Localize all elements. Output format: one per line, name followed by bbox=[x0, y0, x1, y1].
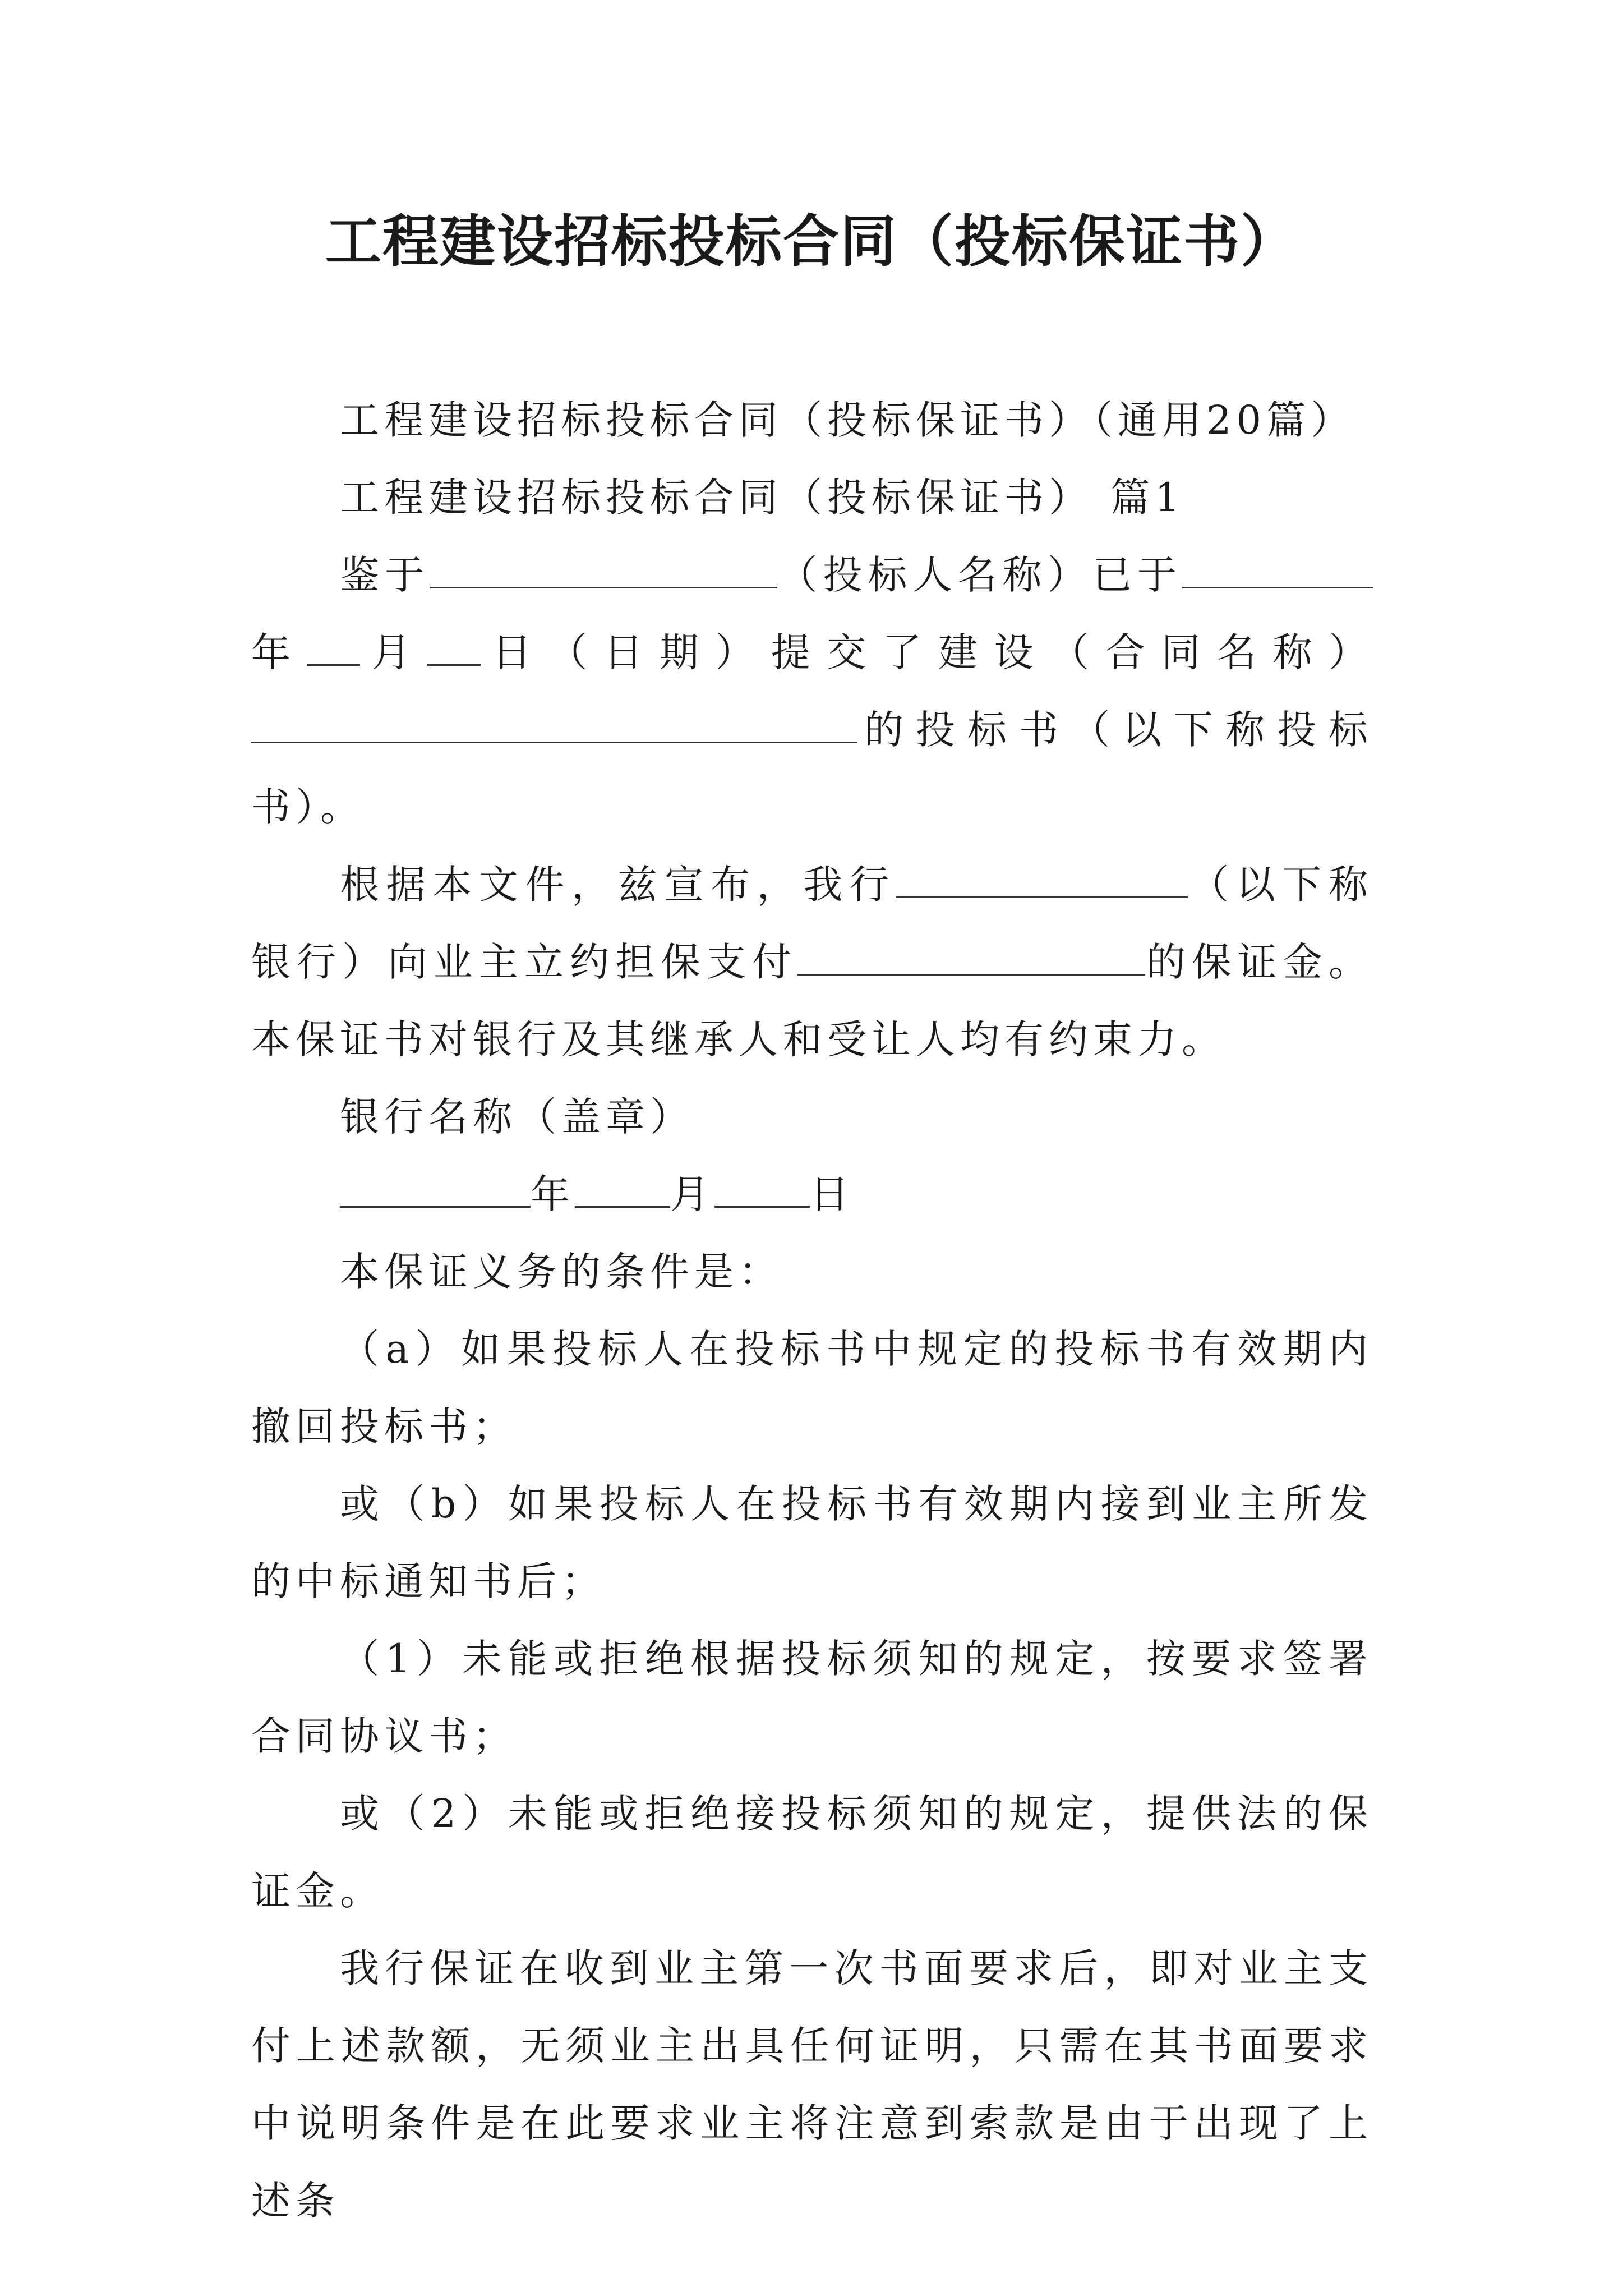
text-segment: 鉴于 bbox=[340, 552, 430, 598]
text-segment: 根据本文件，兹宣布，我行 bbox=[340, 862, 896, 908]
text-segment: （投标人名称）已于 bbox=[777, 552, 1183, 598]
paragraph-condition-a: （a）如果投标人在投标书中规定的投标书有效期内撤回投标书； bbox=[251, 1326, 1373, 1450]
paragraph-whereas bbox=[251, 536, 1373, 846]
paragraph-condition-b: 或（b）如果投标人在投标书有效期内接到业主所发的中标通知书后； bbox=[251, 1481, 1373, 1604]
blank-bidder-name bbox=[430, 553, 777, 588]
text-segment: （以下称银行）向业主立约担保支付 bbox=[251, 862, 1373, 985]
text-segment: 的保证金。本保证书对银行及其继承人和受让人均有约束力。 bbox=[251, 939, 1373, 1062]
text-segment: 的投标书（以下称投标书）。 bbox=[251, 707, 1373, 830]
paragraph-section-heading: 工程建设招标投标合同（投标保证书） 篇1 bbox=[340, 475, 1185, 521]
blank-contract-name bbox=[251, 708, 857, 743]
blank-bank-name bbox=[896, 863, 1188, 898]
paragraph-conditions-intro: 本保证义务的条件是： bbox=[340, 1249, 783, 1295]
paragraph-bank-seal: 银行名称（盖章） bbox=[340, 1094, 694, 1140]
text-segment: 年 bbox=[531, 1171, 575, 1217]
blank-sign-month bbox=[575, 1172, 670, 1208]
paragraph-declaration bbox=[251, 846, 1373, 1078]
blank-sign-day bbox=[714, 1172, 810, 1208]
text-segment: 日 bbox=[810, 1171, 854, 1217]
text-segment: 年 bbox=[251, 629, 307, 675]
paragraph-condition-b1: （1）未能或拒绝根据投标须知的规定，按要求签署合同协议书； bbox=[251, 1636, 1373, 1759]
blank-guarantee-amount bbox=[797, 940, 1145, 976]
paragraph-bank-guarantee: 我行保证在收到业主第一次书面要求后，即对业主支付上述款额，无须业主出具任何证明，只需在其书面要求中说明条件是在此要求业主将注意到索款是由于出现了上述条 bbox=[251, 1945, 1373, 2224]
blank-sign-year bbox=[340, 1172, 531, 1208]
paragraph-subtitle: 工程建设招标投标合同（投标保证书）（通用20篇） bbox=[340, 397, 1355, 443]
paragraph-condition-b2: 或（2）未能或拒绝接投标须知的规定，提供法的保证金。 bbox=[251, 1791, 1373, 1914]
document-body bbox=[251, 381, 1373, 2239]
blank-month bbox=[307, 631, 360, 666]
text-segment: 日（日期）提交了建设（合同名称） bbox=[481, 629, 1373, 675]
text-segment: 月 bbox=[670, 1171, 714, 1217]
text-segment: 月 bbox=[360, 629, 428, 675]
document-title: 工程建设招标投标合同（投标保证书） bbox=[325, 208, 1298, 274]
blank-day bbox=[427, 631, 481, 666]
paragraph-date-line bbox=[251, 1156, 1373, 1233]
blank-year bbox=[1182, 553, 1373, 588]
